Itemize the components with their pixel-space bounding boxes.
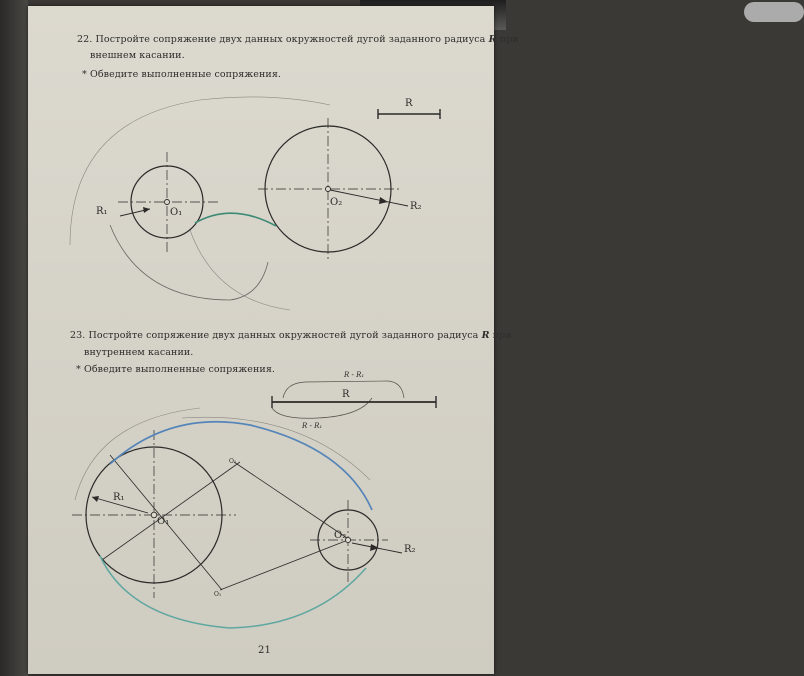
task23-drawing: [72, 381, 436, 628]
task22-center-o2: [326, 187, 331, 192]
task22-label-r2: R₂: [410, 201, 422, 212]
task23-line1-end: при: [492, 330, 512, 341]
task23-construction-line-2: [102, 462, 240, 560]
task22-center-o1: [165, 200, 170, 205]
task23-hand-label-top: R - R₁: [344, 371, 365, 379]
task23-label-center-a: O₁: [229, 458, 237, 465]
task22-label-o2: O₂: [330, 197, 343, 208]
task22-construction-arc: [110, 225, 268, 300]
task23-construction-line-3: [234, 462, 350, 540]
page-number: 21: [258, 645, 271, 656]
task22-tangent-arc: [195, 213, 276, 226]
task23-center-o1: [151, 512, 157, 518]
task22-line1-text: 22. Постройте сопряжение двух данных окружностей дугой заданного радиуса: [77, 34, 486, 45]
task23-construction-arc-2: [182, 417, 370, 480]
task23-line1-text: 23. Постройте сопряжение двух данных окружностей дугой заданного радиуса: [70, 330, 479, 341]
task22-r2-arrow: [379, 197, 388, 204]
task22-line1-end: при: [499, 34, 519, 45]
task22-label-r1: R₁: [96, 206, 108, 217]
task23-construction-line-4: [220, 540, 348, 590]
task23-labels: [113, 371, 416, 598]
task23-label-o2: O₂: [334, 530, 347, 541]
task22-label-o1: O₁: [170, 207, 183, 218]
task23-brace-bottom: [272, 398, 372, 418]
task22-construction-arc-outer: [70, 97, 330, 245]
task22-line2: внешнем касании.: [90, 50, 185, 61]
task23-tangent-arc-upper: [110, 422, 372, 510]
task23-label-r2: R₂: [404, 544, 416, 555]
task23-line2: внутреннем касании.: [84, 347, 194, 358]
task23-label-center-b: O₁: [214, 591, 222, 598]
task23-hand-label-bottom: R - R₁: [302, 422, 323, 430]
task23-scale-label: R: [342, 389, 350, 400]
task23-r1-arrow: [92, 496, 99, 502]
task23-tangent-arc-lower: [100, 556, 366, 628]
task22-r1-arrow: [143, 207, 150, 213]
task23-label-r1: R₁: [113, 492, 125, 503]
task23-radius-letter: R: [481, 330, 490, 341]
background-object-highlight: [744, 2, 804, 22]
task23-note: * Обведите выполненные сопряжения.: [76, 364, 276, 375]
task23-label-o1: O₁: [157, 516, 170, 527]
task22-radius-letter: R: [488, 34, 497, 45]
task23-construction-arc-1: [75, 408, 200, 500]
task22-scale-label: R: [405, 98, 413, 109]
task22-drawing: [70, 97, 440, 310]
task22-note: * Обведите выполненные сопряжения.: [82, 69, 282, 80]
